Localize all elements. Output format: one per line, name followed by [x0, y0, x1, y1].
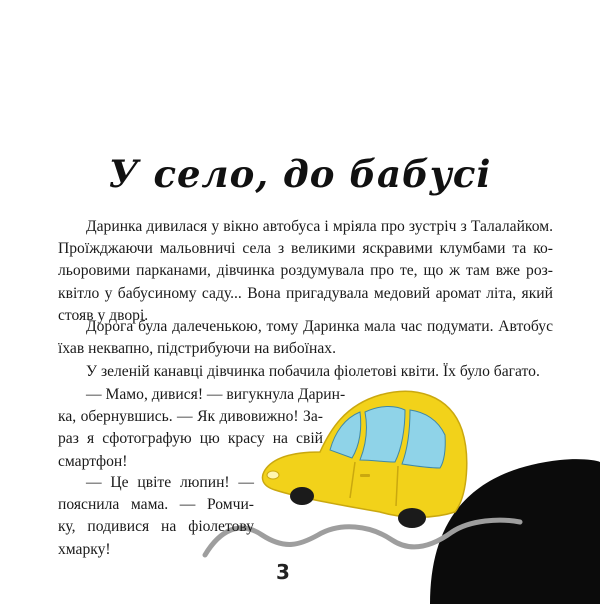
text-line: У зеленій канавці дівчинка побачила фіолетові квіти. Їх було багато.: [86, 363, 540, 380]
paragraph-1: [58, 216, 553, 327]
text-line: квітло у бабусиному саду... Вона пригадувала медовий аромат літа, який: [58, 284, 553, 302]
text-line: смартфон!: [58, 452, 128, 470]
text-line: хмарку!: [58, 540, 111, 558]
text-line: — Мамо, дивися! — вигукнула Дарин-: [86, 386, 346, 403]
text-line: Проїжджаючи мальовничі села з великими яскравими клумбами та ко-: [58, 240, 553, 258]
text-line: — Це цвіте люпин! —: [86, 474, 254, 491]
paragraph-5: [58, 472, 254, 561]
paragraph-3: [58, 361, 553, 383]
text-line: раз я сфотографую цю красу на свій: [58, 430, 323, 448]
text-line: льоровими парканами, дівчинка роздумувала про те, що ж там вже роз-: [58, 262, 553, 280]
text-line: ка, обернувшись. — Як дивовижно! За-: [58, 408, 323, 426]
text-line: ку, подивися на фіолетову: [58, 518, 254, 536]
text-line: Дорога була далеченькою, тому Даринка мала час подумати. Автобус: [86, 318, 553, 335]
paragraph-4: [58, 384, 346, 473]
text-line: пояснила мама. — Ромчи-: [58, 496, 254, 514]
page-number: 3: [276, 560, 290, 584]
text-line: Даринка дивилася у вікно автобуса і мріяла про зустріч з Талалайком.: [86, 218, 553, 235]
chapter-title: У село, до бабусі: [108, 152, 492, 196]
paragraph-2: [58, 316, 553, 360]
text-line: їхав неквапно, підстрибуючи на вибоїнах.: [58, 340, 336, 358]
text-line: стояв у дворі.: [58, 306, 149, 324]
